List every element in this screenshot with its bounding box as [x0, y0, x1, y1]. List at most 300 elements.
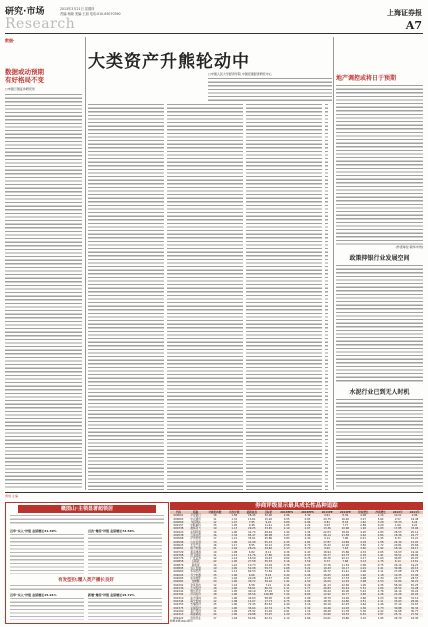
right-article1-byline: (作者单位:新华中州) [395, 245, 423, 249]
table-cell: 14.66 [336, 600, 354, 603]
table-cell: 2.50 [297, 580, 318, 583]
table-cell: 大华股份 [187, 587, 205, 590]
table-cell: 39.10 [261, 580, 277, 583]
table-cell: 0.83 [304, 517, 311, 521]
table-cell: 30.21 [406, 580, 423, 583]
table-cell: 19.43 [264, 557, 273, 561]
table-cell: 华东医药 [190, 570, 201, 574]
table-cell: 24.61 [323, 616, 331, 620]
table-cell: 2.34 [283, 570, 290, 574]
table-cell: 1.19 [304, 609, 311, 613]
table-cell: 26.14 [318, 534, 336, 537]
table-cell: 14.93 [336, 607, 354, 610]
table-cell: 22.69 [341, 583, 350, 587]
table-cell: 81.25 [410, 583, 419, 587]
section-name-market: 市场 [26, 7, 45, 17]
table-cell: 1.13 [226, 527, 244, 530]
table-cell: 3.48 [354, 593, 372, 596]
table-cell: 泸州老窖 [190, 537, 201, 541]
table-cell: 41.13 [323, 583, 331, 587]
table-cell: 19.53 [336, 613, 354, 616]
ratings-table-header-cell: 净利增长 [372, 511, 390, 514]
center-subhead: □中国人民大学经济学院 中国宏观经济研究中心 [208, 72, 272, 76]
table-cell: 29.14 [394, 563, 402, 567]
table-cell: 6.14 [389, 560, 406, 563]
table-cell: 1.31 [231, 517, 238, 521]
table-cell: 4.18 [354, 541, 372, 544]
table-cell: 26.92 [406, 554, 423, 557]
table-cell: 0.40 [276, 574, 297, 577]
table-cell: 20.81 [394, 543, 402, 547]
table-cell: 3.27 [360, 517, 367, 521]
right-article3-title: 水泥行业已到无人时机 [349, 389, 410, 396]
center-headline: 大类资产升熊轮动中 [88, 52, 250, 72]
table-cell: 13.36 [318, 527, 336, 530]
table-cell: 1.75 [372, 560, 390, 563]
table-cell: 10.77 [336, 593, 354, 596]
table-cell: 广发证券 [190, 557, 201, 561]
table-cell: 25.66 [410, 543, 419, 547]
table-cell: 126.88 [261, 593, 277, 596]
table-cell: 10.73 [248, 563, 256, 567]
bottom-mid-sub2-body [88, 598, 162, 620]
table-cell: 42.63 [248, 596, 256, 600]
left-column [5, 37, 82, 490]
bottom-mid-sub1-body [10, 598, 84, 620]
table-cell: 22 [204, 560, 225, 563]
right-article2-title: 政策抑银行业发展空间 [349, 255, 410, 262]
table-cell: 58.40 [394, 583, 402, 587]
table-cell: 45.52 [389, 587, 406, 590]
bottom-rule [5, 492, 423, 493]
table-cell: 26.72 [323, 570, 331, 574]
table-cell: 1.09 [231, 609, 238, 613]
table-cell: 8.95 [248, 543, 255, 547]
table-cell: 1.00 [231, 596, 238, 600]
table-cell: 7.24 [276, 593, 297, 596]
table-cell: 1.17 [231, 543, 238, 547]
table-cell: 000858 [170, 560, 187, 563]
table-cell: 000895 [170, 567, 187, 570]
table-cell: 18 [204, 514, 225, 517]
table-cell: 15 [213, 524, 217, 528]
table-cell: 13 [204, 541, 225, 544]
table-cell: 44.14 [394, 590, 402, 594]
table-cell: 24.90 [318, 613, 336, 616]
table-cell: 24.57 [264, 576, 273, 580]
table-cell: 002202 [173, 583, 184, 587]
table-cell: 东方园林 [190, 596, 201, 600]
table-cell: 洋河股份 [187, 593, 205, 596]
bottom-left-intro [10, 515, 164, 525]
ratings-table-panel [170, 502, 423, 622]
table-cell: 24.30 [389, 541, 406, 544]
table-cell: 28.48 [323, 609, 331, 613]
table-cell: 1.06 [226, 574, 244, 577]
bottom-left-banner: 概图山·主领显著超领居 [18, 505, 156, 513]
table-cell: 15.97 [406, 541, 423, 544]
table-cell: 14 [213, 570, 217, 574]
table-cell: 9.61 [318, 514, 336, 517]
table-cell: 0.80 [276, 521, 297, 524]
table-cell: 13 [213, 596, 217, 600]
table-cell: 0.55 [283, 517, 290, 521]
table-cell: 1.00 [226, 607, 244, 610]
table-cell: 11 [213, 609, 217, 613]
table-cell: 21.78 [341, 609, 350, 613]
table-cell: 2.40 [283, 603, 290, 607]
table-cell: 3.16 [276, 560, 297, 563]
table-cell: 14.26 [341, 596, 350, 600]
table-cell: 18.76 [318, 600, 336, 603]
table-cell: 1.13 [231, 570, 238, 574]
table-cell: 7.68 [336, 560, 354, 563]
table-cell: 32.00 [261, 514, 277, 517]
center-lead [208, 78, 332, 102]
center-body-col2 [167, 104, 243, 490]
table-cell: 31.02 [264, 609, 273, 613]
table-cell: 1.94 [283, 530, 290, 534]
table-cell: 2.76 [377, 590, 384, 594]
table-cell: 29.70 [394, 616, 402, 620]
bottom-left-sub2-body [88, 534, 162, 574]
table-cell: 亚厦股份 [187, 607, 205, 610]
table-cell: 2.32 [297, 607, 318, 610]
center-body-col3 [246, 104, 322, 490]
table-cell: 15 [213, 603, 217, 607]
table-cell: 33.93 [389, 600, 406, 603]
column-divider-right [333, 37, 334, 490]
table-cell: 33.06 [406, 527, 423, 530]
table-cell: 52.08 [243, 567, 261, 570]
table-cell: 五粮液 [187, 560, 205, 563]
table-cell: 21 [204, 547, 225, 550]
table-cell: 平安银行 [187, 514, 205, 517]
ratings-table-header-cell: 2013年 [389, 511, 406, 514]
table-cell: 东阿阿胶 [190, 530, 201, 534]
table-cell: 杰瑞股份 [190, 603, 201, 607]
table-cell: 0.75 [304, 557, 311, 561]
table-cell: 12 [204, 521, 225, 524]
table-cell: 6.66 [243, 574, 261, 577]
table-cell: 1.00 [226, 587, 244, 590]
table-cell: 海康威视 [187, 613, 205, 616]
table-cell: 2.73 [372, 607, 390, 610]
ratings-table-header-cell: 评级机构数 [204, 511, 225, 514]
table-cell: 1.05 [360, 583, 367, 587]
table-cell: 0.75 [276, 600, 297, 603]
table-cell: 10.96 [336, 527, 354, 530]
table-cell: 26.76 [323, 557, 331, 561]
table-cell: 3.17 [360, 557, 367, 561]
table-cell: 3.59 [297, 560, 318, 563]
table-cell: 5.36 [360, 609, 367, 613]
table-cell: 002375 [170, 607, 187, 610]
table-cell: 42.74 [248, 530, 256, 534]
table-cell: 17.87 [318, 541, 336, 544]
table-cell: 8.12 [265, 550, 272, 554]
table-cell: 17.73 [261, 600, 277, 603]
table-cell: 0.16 [283, 583, 290, 587]
table-cell: 9.03 [324, 524, 330, 528]
table-cell: 1.91 [372, 554, 390, 557]
table-cell: 16.65 [318, 574, 336, 577]
table-cell: 41.99 [243, 541, 261, 544]
table-cell: 1.72 [377, 543, 384, 547]
table-cell: 16 [213, 543, 217, 547]
table-cell: 6.33 [394, 537, 401, 541]
table-cell: 28.45 [243, 514, 261, 517]
table-cell: 3.22 [297, 567, 318, 570]
table-cell: 29.77 [394, 576, 402, 580]
table-row [170, 617, 423, 620]
table-cell: 2.82 [297, 541, 318, 544]
table-cell: 16.53 [394, 550, 402, 554]
table-cell: 12 [213, 583, 217, 587]
table-cell: 12.26 [341, 543, 350, 547]
table-cell: 21.41 [341, 570, 350, 574]
right-article1-body [336, 85, 423, 245]
table-cell: 4.08 [354, 514, 372, 517]
date-line: 2013年3月21日 星期四 [60, 7, 95, 11]
table-cell: 33.33 [389, 521, 406, 524]
table-cell: 44.73 [336, 554, 354, 557]
table-cell: 4.60 [360, 596, 367, 600]
table-cell: 1.92 [354, 527, 372, 530]
ratings-table-header-cell: 首次评级 [226, 511, 244, 514]
table-cell: 苏宁电器 [187, 574, 205, 577]
table-cell: 002422 [173, 616, 184, 620]
table-cell: 000729 [173, 550, 184, 554]
table-cell: 24.77 [406, 534, 423, 537]
table-cell: 14.07 [243, 600, 261, 603]
table-cell: 12.29 [336, 580, 354, 583]
table-cell: 1.08 [226, 600, 244, 603]
table-cell: 12 [213, 557, 217, 561]
table-cell: 19.46 [318, 607, 336, 610]
ratings-table-header-cell: 2014PE [336, 511, 354, 514]
table-cell: 10 [213, 550, 217, 554]
table-cell: 1.00 [226, 580, 244, 583]
table-cell: 1.14 [231, 557, 238, 561]
left-article-byline: □申银万国证券研究所 [5, 87, 35, 92]
table-cell: 3.98 [354, 580, 372, 583]
table-cell: 22.12 [341, 557, 350, 561]
table-cell: 000963 [173, 570, 184, 574]
table-cell: 83.52 [264, 603, 273, 607]
table-cell: 1.05 [226, 560, 244, 563]
table-cell: 1.00 [226, 567, 244, 570]
table-cell: 2.18 [354, 554, 372, 557]
table-cell: 1.46 [377, 603, 384, 607]
table-cell: 9.14 [324, 537, 330, 541]
masthead-rule [5, 33, 423, 34]
table-cell: 4.64 [360, 603, 367, 607]
table-cell: 1.78 [276, 607, 297, 610]
table-cell: 11.41 [264, 524, 273, 528]
table-cell: 3.13 [354, 560, 372, 563]
table-cell: 28.00 [406, 600, 423, 603]
table-cell: 1.35 [377, 537, 384, 541]
table-cell: 7.21 [265, 583, 272, 587]
table-cell: 28.24 [243, 547, 261, 550]
table-cell: 4.36 [354, 607, 372, 610]
table-cell: 13.61 [406, 560, 423, 563]
table-cell: 27.58 [243, 560, 261, 563]
table-cell: 金螳螂 [187, 580, 205, 583]
table-cell: 省广股份 [190, 609, 201, 613]
table-cell: 2.66 [304, 616, 311, 620]
table-cell: 24.75 [323, 517, 331, 521]
table-cell: 000157 [173, 524, 184, 528]
table-cell: 002400 [173, 609, 184, 613]
table-cell: 24.79 [410, 570, 419, 574]
table-cell: 3.28 [372, 521, 390, 524]
ratings-table-header-cell: 2013PE [318, 511, 336, 514]
table-cell: 4.06 [360, 570, 367, 574]
table-cell: 62.53 [248, 570, 256, 574]
table-cell: 24 [204, 613, 225, 616]
table-cell: 13.76 [323, 563, 331, 567]
table-cell: 2.92 [304, 570, 311, 574]
table-cell: 000069 [170, 521, 187, 524]
table-cell: 科伦药业 [190, 616, 201, 620]
table-cell: 31.84 [389, 580, 406, 583]
table-cell: 1.08 [231, 550, 238, 554]
table-cell: 20.03 [406, 593, 423, 596]
center-body-col4 [325, 104, 328, 490]
table-cell: 29.88 [243, 613, 261, 616]
table-cell: 30.87 [394, 557, 402, 561]
table-cell: 18 [204, 593, 225, 596]
table-cell: 12.92 [318, 593, 336, 596]
center-body-col1 [88, 104, 164, 490]
table-cell: 1.12 [226, 554, 244, 557]
table-cell: 6.58 [248, 583, 255, 587]
table-cell: 000651 [170, 547, 187, 550]
table-cell: 11 [204, 554, 225, 557]
table-cell: 潍柴动力 [187, 527, 205, 530]
table-cell: 35.93 [261, 560, 277, 563]
table-cell: 12 [204, 600, 225, 603]
ratings-table-title: 券商评级显示最具成长性品种追踪 [170, 502, 423, 510]
table-cell: 002065 [173, 576, 184, 580]
table-cell: 0.96 [297, 521, 318, 524]
table-cell: 0.41 [360, 537, 367, 541]
table-cell: 0.33 [297, 554, 318, 557]
table-cell: 14 [213, 530, 217, 534]
table-cell: 4.40 [304, 537, 311, 541]
table-cell: 云南白药 [187, 534, 205, 537]
right-article1-title: 地产调控或将日于预期 [336, 75, 397, 82]
table-cell: 9.81 [318, 521, 336, 524]
table-cell: 2.57 [394, 517, 401, 521]
bottom-mid-intro [10, 585, 162, 591]
table-cell: 2.23 [377, 596, 384, 600]
table-cell: 15.43 [323, 543, 331, 547]
table-cell: 21.26 [389, 593, 406, 596]
table-cell: 71.64 [264, 570, 273, 574]
table-cell: 2.53 [372, 580, 390, 583]
table-cell: 4.20 [360, 530, 367, 534]
bottom-left-sub1-body [10, 534, 84, 574]
table-cell: 燕京啤酒 [190, 550, 201, 554]
table-cell: 1.20 [276, 613, 297, 616]
table-cell: 000625 [173, 543, 184, 547]
table-cell: 16.40 [341, 517, 350, 521]
table-cell: 双汇发展 [187, 567, 205, 570]
table-cell: 2.14 [372, 514, 390, 517]
table-cell: 1.05 [231, 590, 238, 594]
ratings-table-header-cell: 2014EPS [297, 511, 318, 514]
table-cell: 2.04 [372, 587, 390, 590]
table-cell: 2.35 [276, 541, 297, 544]
table-cell: 3.40 [354, 547, 372, 550]
table-cell: 1.52 [283, 590, 290, 594]
table-cell: 3.10 [360, 616, 367, 620]
table-cell: 55.23 [261, 541, 277, 544]
table-cell: 1.92 [276, 580, 297, 583]
right-article2-body [336, 265, 423, 383]
table-cell: 20.28 [248, 576, 256, 580]
table-cell: 西飞国际 [187, 554, 205, 557]
table-cell: 16.00 [318, 580, 336, 583]
table-cell: 3.16 [304, 603, 311, 607]
table-cell: 中联重科 [190, 524, 201, 528]
editor-line: 责编:杨晓 美编:王朋 电话:010-63070390 [60, 12, 121, 16]
table-cell: 2.11 [372, 600, 390, 603]
table-cell: 47.24 [264, 590, 273, 594]
table-cell: 37.14 [394, 603, 402, 607]
table-cell: 0.29 [377, 524, 384, 528]
table-cell: 34.64 [243, 607, 261, 610]
table-cell: 20.44 [336, 587, 354, 590]
bottom-mid-banner: 有发型份;覆入类产播长良好 [58, 578, 114, 583]
table-cell: 11.54 [341, 563, 350, 567]
table-cell: 7.63 [336, 547, 354, 550]
table-cell: 40.19 [248, 590, 256, 594]
table-cell: 000568 [173, 537, 184, 541]
table-cell: 000776 [173, 557, 184, 561]
table-cell: 14.76 [243, 554, 261, 557]
table-cell: 13.04 [264, 563, 273, 567]
bottom-mid-sub2: 新增"增持"评级 业绩增长15.72% [88, 593, 135, 597]
table-cell: 0.43 [304, 550, 311, 554]
table-cell: 新希望 [191, 563, 200, 567]
table-cell: 19 [204, 567, 225, 570]
table-cell: 002310 [173, 596, 184, 600]
ratings-table-header-cell: 营收增长 [354, 511, 372, 514]
table-cell: 10.12 [264, 543, 273, 547]
table-cell: 59.73 [261, 567, 277, 570]
table-cell: 18.70 [323, 596, 331, 600]
table-cell: 8.24 [261, 574, 277, 577]
table-cell: 2.34 [304, 530, 311, 534]
table-cell: 000063 [173, 517, 184, 521]
table-cell: 96.08 [261, 534, 277, 537]
table-cell: 1.00 [226, 613, 244, 616]
table-cell: 18.14 [389, 547, 406, 550]
table-cell: 26.53 [394, 530, 402, 534]
table-cell: 7.96 [342, 537, 349, 541]
table-cell: 000338 [170, 527, 187, 530]
table-cell: 2.41 [372, 567, 390, 570]
table-cell: 25.71 [389, 613, 406, 616]
table-cell: 56.61 [243, 587, 261, 590]
table-cell: 海宁皮城 [187, 600, 205, 603]
table-cell: 27.50 [406, 613, 423, 616]
table-cell: 10.35 [389, 574, 406, 577]
